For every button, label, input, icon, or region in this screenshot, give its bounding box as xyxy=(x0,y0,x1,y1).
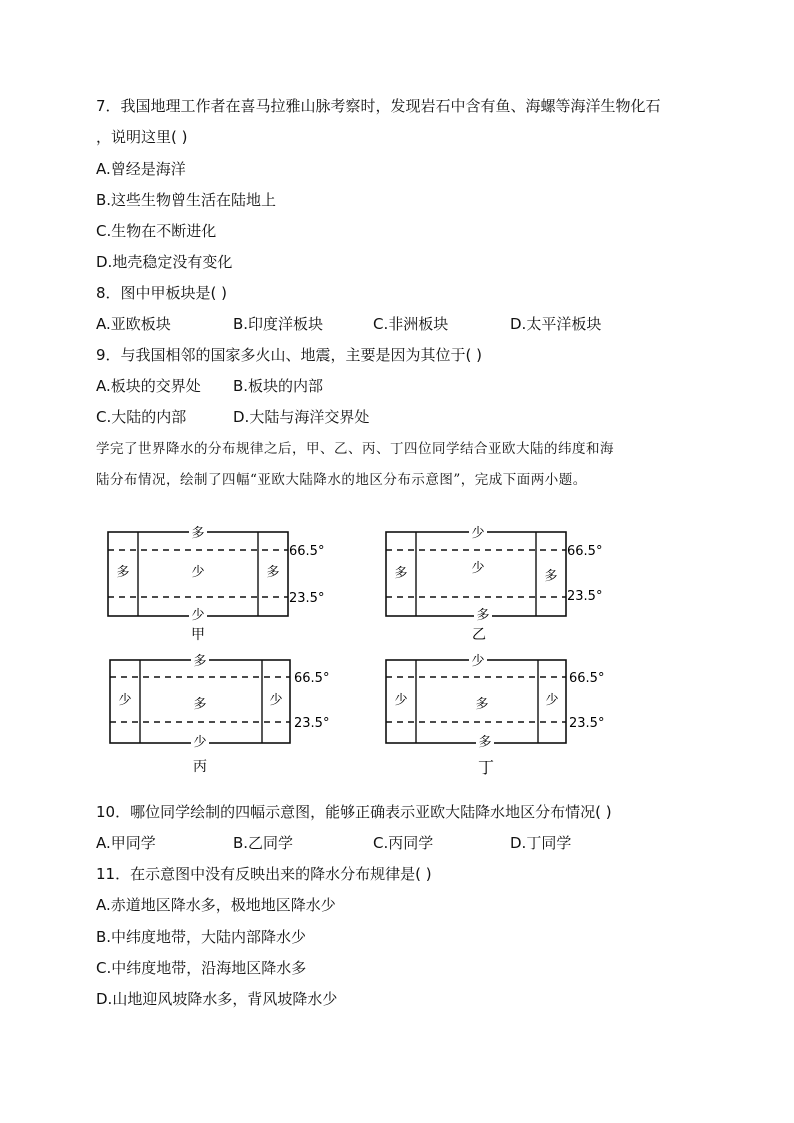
q10-option-a: A.甲同学 xyxy=(96,834,156,852)
diagram-bing-bottom: 少 xyxy=(193,735,207,750)
diagram-jia-caption: 甲 xyxy=(191,627,205,643)
diagram-yi-top: 少 xyxy=(471,526,485,541)
diagram-ding-bottom: 多 xyxy=(478,735,492,750)
q10-stem: 10．哪位同学绘制的四幅示意图，能够正确表示亚欧大陆降水地区分布情况( ) xyxy=(96,803,612,821)
q7-option-b: B.这些生物曾生活在陆地上 xyxy=(96,191,277,209)
diagram-yi-lat-low: 23.5° xyxy=(567,589,603,604)
q9-option-b: B.板块的内部 xyxy=(233,377,324,395)
q9-option-c: C.大陆的内部 xyxy=(96,408,187,426)
q8-stem: 8．图中甲板块是( ) xyxy=(96,284,228,302)
diagram-jia-center: 少 xyxy=(191,565,205,580)
q9-stem: 9．与我国相邻的国家多火山、地震，主要是因为其位于( ) xyxy=(96,346,483,364)
diagram-yi-bottom: 多 xyxy=(476,608,490,623)
diagram-bing-top: 多 xyxy=(193,654,207,669)
diagram-ding-lat-low: 23.5° xyxy=(569,716,605,731)
diagram-ding-right: 少 xyxy=(545,693,559,708)
diagram-jia-lat-low: 23.5° xyxy=(289,591,325,606)
q11-stem: 11．在示意图中没有反映出来的降水分布规律是( ) xyxy=(96,865,432,883)
q11-option-d: D.山地迎风坡降水多，背风坡降水少 xyxy=(96,990,338,1008)
diagram-jia xyxy=(108,525,324,643)
diagram-bing-lat-high: 66.5° xyxy=(294,671,330,686)
q10-option-b: B.乙同学 xyxy=(233,834,294,852)
diagram-ding-center: 多 xyxy=(475,697,489,712)
q8-option-c: C.非洲板块 xyxy=(373,315,449,333)
intro-line1: 学完了世界降水的分布规律之后，甲、乙、丙、丁四位同学结合亚欧大陆的纬度和海 xyxy=(96,441,614,457)
diagram-yi xyxy=(386,525,602,643)
q8-option-b: B.印度洋板块 xyxy=(233,315,324,333)
q8-option-d: D.太平洋板块 xyxy=(510,315,602,333)
diagram-yi-left: 多 xyxy=(394,566,408,581)
q11-option-c: C.中纬度地带，沿海地区降水多 xyxy=(96,959,307,977)
diagram-jia-right: 多 xyxy=(266,565,280,580)
diagram-ding-top: 少 xyxy=(471,654,485,669)
q8-option-a: A.亚欧板块 xyxy=(96,315,171,333)
diagram-bing-lat-low: 23.5° xyxy=(294,716,330,731)
precipitation-diagrams xyxy=(96,515,636,785)
diagram-bing-left: 少 xyxy=(118,693,132,708)
diagram-jia-lat-high: 66.5° xyxy=(289,544,325,559)
diagram-yi-right: 多 xyxy=(544,569,558,584)
q10-option-d: D.丁同学 xyxy=(510,834,572,852)
diagram-bing-caption: 丙 xyxy=(193,759,207,775)
diagram-ding-caption: 丁 xyxy=(477,758,495,777)
diagram-jia-top: 多 xyxy=(191,526,205,541)
q7-option-a: A.曾经是海洋 xyxy=(96,160,186,178)
diagram-ding-left: 少 xyxy=(394,693,408,708)
diagram-ding xyxy=(386,653,604,777)
diagram-bing-right: 少 xyxy=(269,693,283,708)
q7-option-c: C.生物在不断进化 xyxy=(96,222,217,240)
diagram-ding-lat-high: 66.5° xyxy=(569,671,605,686)
q11-option-b: B.中纬度地带，大陆内部降水少 xyxy=(96,928,307,946)
q7-option-d: D.地壳稳定没有变化 xyxy=(96,253,233,271)
diagram-yi-lat-high: 66.5° xyxy=(567,544,603,559)
diagram-jia-left: 多 xyxy=(116,565,130,580)
q11-option-a: A.赤道地区降水多，极地地区降水少 xyxy=(96,896,336,914)
diagram-bing xyxy=(110,653,329,775)
diagram-yi-center: 少 xyxy=(471,561,485,576)
q7-stem-line2: ，说明这里( ) xyxy=(96,128,188,146)
q10-option-c: C.丙同学 xyxy=(373,834,434,852)
diagram-bing-center: 多 xyxy=(193,697,207,712)
intro-line2: 陆分布情况，绘制了四幅“亚欧大陆降水的地区分布示意图”，完成下面两小题。 xyxy=(96,472,587,488)
diagram-jia-bottom: 少 xyxy=(191,608,205,623)
q9-option-d: D.大陆与海洋交界处 xyxy=(233,408,370,426)
q7-stem-line1: 7．我国地理工作者在喜马拉雅山脉考察时，发现岩石中含有鱼、海螺等海洋生物化石 xyxy=(96,97,661,115)
diagram-yi-caption: 乙 xyxy=(472,627,486,643)
q9-option-a: A.板块的交界处 xyxy=(96,377,201,395)
